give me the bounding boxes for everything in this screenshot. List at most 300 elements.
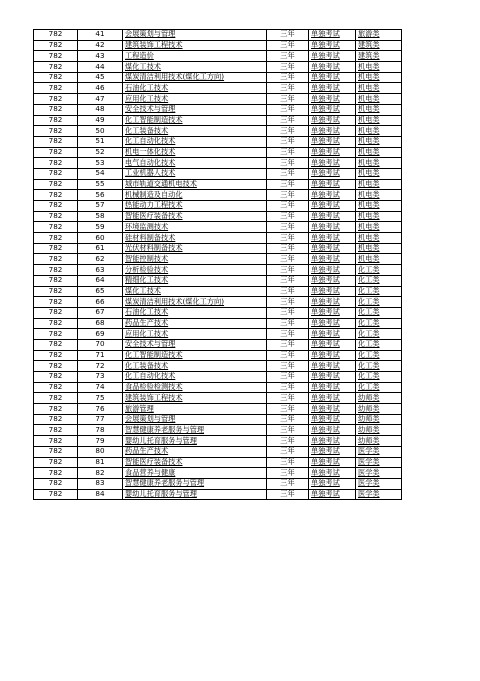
major-name-cell[interactable] xyxy=(123,222,267,233)
row-number-cell[interactable]: 69 xyxy=(78,329,123,340)
exam-type-cell[interactable] xyxy=(309,478,356,489)
row-number-cell[interactable]: 59 xyxy=(78,222,123,233)
duration-cell[interactable]: 三年 xyxy=(267,436,309,447)
table-row xyxy=(34,329,402,340)
row-number-cell[interactable]: 79 xyxy=(78,436,123,447)
major-name-cell[interactable] xyxy=(123,147,267,158)
major-name-cell[interactable] xyxy=(123,307,267,318)
duration-cell[interactable]: 三年 xyxy=(267,297,309,308)
major-name-cell[interactable] xyxy=(123,468,267,479)
major-name-cell-text: 化工装备技术 xyxy=(125,360,169,370)
school-code-cell[interactable]: 782 xyxy=(34,104,78,115)
row-number-cell[interactable]: 49 xyxy=(78,115,123,126)
major-name-cell-text: 建筑装饰工程技术 xyxy=(125,40,183,50)
category-cell[interactable] xyxy=(356,147,402,158)
row-number-cell[interactable]: 44 xyxy=(78,62,123,73)
school-code-cell[interactable]: 782 xyxy=(34,275,78,286)
table-row xyxy=(34,425,402,436)
major-name-cell[interactable] xyxy=(123,211,267,222)
exam-type-cell[interactable] xyxy=(309,339,356,350)
exam-type-cell[interactable] xyxy=(309,297,356,308)
exam-type-cell[interactable] xyxy=(309,254,356,265)
duration-cell[interactable]: 三年 xyxy=(267,201,309,212)
row-number-cell[interactable]: 76 xyxy=(78,404,123,415)
major-name-cell[interactable] xyxy=(123,158,267,169)
major-name-cell-text: 煤化工技术 xyxy=(125,286,161,295)
major-name-cell[interactable] xyxy=(123,104,267,115)
major-name-cell[interactable] xyxy=(123,382,267,393)
exam-type-cell-text: 单独考试 xyxy=(311,253,340,263)
category-cell[interactable] xyxy=(356,179,402,190)
exam-type-cell[interactable] xyxy=(309,233,356,244)
major-name-cell[interactable] xyxy=(123,478,267,489)
major-name-cell[interactable] xyxy=(123,393,267,404)
category-cell[interactable] xyxy=(356,446,402,457)
row-number-cell[interactable]: 80 xyxy=(78,446,123,457)
duration-cell[interactable]: 三年 xyxy=(267,158,309,169)
row-number-cell[interactable]: 67 xyxy=(78,307,123,318)
duration-cell[interactable]: 三年 xyxy=(267,489,309,500)
row-number-cell[interactable]: 47 xyxy=(78,94,123,105)
exam-type-cell[interactable] xyxy=(309,425,356,436)
exam-type-cell[interactable] xyxy=(309,446,356,457)
major-name-cell-text: 安全技术与管理 xyxy=(125,339,176,349)
major-name-cell[interactable] xyxy=(123,350,267,361)
duration-cell[interactable]: 三年 xyxy=(267,404,309,415)
row-number-cell[interactable]: 42 xyxy=(78,40,123,51)
category-cell[interactable] xyxy=(356,286,402,297)
duration-cell[interactable]: 三年 xyxy=(267,40,309,51)
major-name-cell[interactable] xyxy=(123,339,267,350)
duration-cell[interactable]: 三年 xyxy=(267,222,309,233)
row-number-cell[interactable]: 51 xyxy=(78,136,123,147)
row-number-cell[interactable]: 81 xyxy=(78,457,123,468)
major-name-cell-text: 化工自动化技术 xyxy=(125,371,176,381)
row-number-cell[interactable]: 65 xyxy=(78,286,123,297)
duration-cell[interactable]: 三年 xyxy=(267,136,309,147)
school-code-cell[interactable]: 782 xyxy=(34,254,78,265)
duration-cell[interactable]: 三年 xyxy=(267,275,309,286)
duration-cell[interactable]: 三年 xyxy=(267,468,309,479)
duration-cell[interactable]: 三年 xyxy=(267,478,309,489)
major-name-cell-text: 药品生产技术 xyxy=(125,318,169,328)
duration-cell[interactable]: 三年 xyxy=(267,254,309,265)
category-cell[interactable] xyxy=(356,318,402,329)
major-name-cell[interactable] xyxy=(123,30,267,41)
exam-type-cell[interactable] xyxy=(309,62,356,73)
school-code-cell[interactable]: 782 xyxy=(34,147,78,158)
duration-cell[interactable]: 三年 xyxy=(267,414,309,425)
exam-type-cell[interactable] xyxy=(309,436,356,447)
school-code-cell[interactable]: 782 xyxy=(34,222,78,233)
exam-type-cell[interactable] xyxy=(309,286,356,297)
duration-cell[interactable]: 三年 xyxy=(267,179,309,190)
school-code-cell[interactable]: 782 xyxy=(34,126,78,137)
school-code-cell[interactable]: 782 xyxy=(34,414,78,425)
major-name-cell[interactable] xyxy=(123,72,267,83)
school-code-cell[interactable]: 782 xyxy=(34,446,78,457)
exam-type-cell-text: 单独考试 xyxy=(311,446,340,456)
row-number-cell[interactable]: 58 xyxy=(78,211,123,222)
school-code-cell[interactable]: 782 xyxy=(34,94,78,105)
school-code-cell[interactable]: 782 xyxy=(34,30,78,41)
exam-type-cell[interactable] xyxy=(309,318,356,329)
duration-cell[interactable]: 三年 xyxy=(267,286,309,297)
exam-type-cell-text: 单独考试 xyxy=(311,296,340,306)
row-number-cell[interactable]: 41 xyxy=(78,30,123,41)
major-name-cell[interactable] xyxy=(123,265,267,276)
exam-type-cell[interactable] xyxy=(309,136,356,147)
major-name-cell[interactable] xyxy=(123,179,267,190)
category-cell[interactable] xyxy=(356,168,402,179)
row-number-cell[interactable]: 68 xyxy=(78,318,123,329)
exam-type-cell-text: 单独考试 xyxy=(311,275,340,285)
exam-type-cell[interactable] xyxy=(309,168,356,179)
exam-type-cell[interactable] xyxy=(309,265,356,276)
school-code-cell[interactable]: 782 xyxy=(34,62,78,73)
category-cell[interactable] xyxy=(356,104,402,115)
major-name-cell[interactable] xyxy=(123,51,267,62)
exam-type-cell[interactable] xyxy=(309,201,356,212)
major-name-cell[interactable] xyxy=(123,446,267,457)
school-code-cell[interactable]: 782 xyxy=(34,329,78,340)
school-code-cell[interactable]: 782 xyxy=(34,478,78,489)
row-number-cell[interactable]: 62 xyxy=(78,254,123,265)
category-cell[interactable] xyxy=(356,158,402,169)
major-name-cell[interactable] xyxy=(123,425,267,436)
row-number-cell[interactable]: 71 xyxy=(78,350,123,361)
category-cell[interactable] xyxy=(356,115,402,126)
school-code-cell[interactable]: 782 xyxy=(34,436,78,447)
category-cell[interactable] xyxy=(356,425,402,436)
category-cell[interactable] xyxy=(356,30,402,41)
table-row xyxy=(34,147,402,158)
major-name-cell-text: 环境监测技术 xyxy=(125,221,169,231)
row-number-cell[interactable]: 50 xyxy=(78,126,123,137)
school-code-cell[interactable]: 782 xyxy=(34,307,78,318)
duration-cell[interactable]: 三年 xyxy=(267,318,309,329)
category-cell[interactable] xyxy=(356,275,402,286)
exam-type-cell[interactable] xyxy=(309,147,356,158)
school-code-cell[interactable]: 782 xyxy=(34,40,78,51)
school-code-cell[interactable]: 782 xyxy=(34,361,78,372)
major-name-cell[interactable] xyxy=(123,83,267,94)
major-name-cell[interactable] xyxy=(123,286,267,297)
duration-cell[interactable]: 三年 xyxy=(267,30,309,41)
table-row xyxy=(34,158,402,169)
major-name-cell[interactable] xyxy=(123,404,267,415)
duration-cell[interactable]: 三年 xyxy=(267,94,309,105)
exam-type-cell[interactable] xyxy=(309,468,356,479)
exam-type-cell[interactable] xyxy=(309,243,356,254)
row-number-cell[interactable]: 77 xyxy=(78,414,123,425)
major-name-cell[interactable] xyxy=(123,40,267,51)
duration-cell[interactable]: 三年 xyxy=(267,339,309,350)
category-cell[interactable] xyxy=(356,307,402,318)
major-name-cell[interactable] xyxy=(123,254,267,265)
category-cell-text: 机电类 xyxy=(358,136,380,146)
school-code-cell[interactable]: 782 xyxy=(34,201,78,212)
row-number-cell[interactable]: 63 xyxy=(78,265,123,276)
row-number-cell[interactable]: 82 xyxy=(78,468,123,479)
school-code-cell[interactable]: 782 xyxy=(34,243,78,254)
duration-cell[interactable]: 三年 xyxy=(267,126,309,137)
school-code-cell[interactable]: 782 xyxy=(34,211,78,222)
category-cell[interactable] xyxy=(356,297,402,308)
duration-cell[interactable]: 三年 xyxy=(267,350,309,361)
major-name-cell[interactable] xyxy=(123,318,267,329)
row-number-cell[interactable]: 56 xyxy=(78,190,123,201)
table-row xyxy=(34,404,402,415)
major-name-cell[interactable] xyxy=(123,436,267,447)
duration-cell[interactable]: 三年 xyxy=(267,104,309,115)
school-code-cell[interactable]: 782 xyxy=(34,168,78,179)
table-row xyxy=(34,297,402,308)
category-cell-text: 幼师类 xyxy=(358,392,380,402)
exam-type-cell[interactable] xyxy=(309,83,356,94)
category-cell-text: 机电类 xyxy=(358,189,380,199)
category-cell[interactable] xyxy=(356,361,402,372)
school-code-cell[interactable]: 782 xyxy=(34,318,78,329)
duration-cell[interactable]: 三年 xyxy=(267,372,309,383)
major-name-cell[interactable] xyxy=(123,414,267,425)
major-name-cell[interactable] xyxy=(123,489,267,500)
duration-cell[interactable]: 三年 xyxy=(267,382,309,393)
school-code-cell[interactable]: 782 xyxy=(34,115,78,126)
exam-type-cell[interactable] xyxy=(309,382,356,393)
category-cell[interactable] xyxy=(356,201,402,212)
exam-type-cell[interactable] xyxy=(309,179,356,190)
duration-cell[interactable]: 三年 xyxy=(267,190,309,201)
duration-cell[interactable]: 三年 xyxy=(267,51,309,62)
school-code-cell[interactable]: 782 xyxy=(34,457,78,468)
row-number-cell[interactable]: 74 xyxy=(78,382,123,393)
exam-type-cell[interactable] xyxy=(309,404,356,415)
category-cell[interactable] xyxy=(356,265,402,276)
major-name-cell[interactable] xyxy=(123,243,267,254)
category-cell[interactable] xyxy=(356,72,402,83)
category-cell[interactable] xyxy=(356,254,402,265)
category-cell[interactable] xyxy=(356,222,402,233)
row-number-cell[interactable]: 70 xyxy=(78,339,123,350)
school-code-cell[interactable]: 782 xyxy=(34,372,78,383)
exam-type-cell[interactable] xyxy=(309,158,356,169)
school-code-cell[interactable]: 782 xyxy=(34,72,78,83)
row-number-cell[interactable]: 43 xyxy=(78,51,123,62)
category-cell[interactable] xyxy=(356,233,402,244)
category-cell-text: 旅游类 xyxy=(358,29,380,39)
major-name-cell[interactable] xyxy=(123,168,267,179)
duration-cell[interactable]: 三年 xyxy=(267,457,309,468)
category-cell-text: 化工类 xyxy=(358,371,380,381)
category-cell[interactable] xyxy=(356,243,402,254)
school-code-cell[interactable]: 782 xyxy=(34,339,78,350)
school-code-cell[interactable]: 782 xyxy=(34,83,78,94)
row-number-cell[interactable]: 72 xyxy=(78,361,123,372)
major-name-cell[interactable] xyxy=(123,190,267,201)
category-cell[interactable] xyxy=(356,404,402,415)
category-cell-text: 化工类 xyxy=(358,339,380,349)
row-number-cell[interactable]: 45 xyxy=(78,72,123,83)
category-cell[interactable] xyxy=(356,40,402,51)
category-cell[interactable] xyxy=(356,393,402,404)
category-cell[interactable] xyxy=(356,62,402,73)
category-cell[interactable] xyxy=(356,468,402,479)
major-name-cell-text: 石油化工技术 xyxy=(125,82,169,92)
row-number-cell[interactable]: 61 xyxy=(78,243,123,254)
exam-type-cell[interactable] xyxy=(309,393,356,404)
exam-type-cell[interactable] xyxy=(309,350,356,361)
row-number-cell[interactable]: 54 xyxy=(78,168,123,179)
category-cell[interactable] xyxy=(356,414,402,425)
table-row xyxy=(34,254,402,265)
duration-cell[interactable]: 三年 xyxy=(267,243,309,254)
duration-cell[interactable]: 三年 xyxy=(267,393,309,404)
category-cell[interactable] xyxy=(356,372,402,383)
school-code-cell[interactable]: 782 xyxy=(34,286,78,297)
school-code-cell[interactable]: 782 xyxy=(34,350,78,361)
school-code-cell[interactable]: 782 xyxy=(34,425,78,436)
table-row xyxy=(34,201,402,212)
exam-type-cell[interactable] xyxy=(309,126,356,137)
major-name-cell[interactable] xyxy=(123,136,267,147)
exam-type-cell[interactable] xyxy=(309,414,356,425)
major-name-cell-text: 旅游管理 xyxy=(125,403,154,413)
major-name-cell[interactable] xyxy=(123,361,267,372)
category-cell-text: 机电类 xyxy=(358,232,380,242)
category-cell[interactable] xyxy=(356,83,402,94)
school-code-cell[interactable]: 782 xyxy=(34,393,78,404)
major-name-cell[interactable] xyxy=(123,372,267,383)
category-cell[interactable] xyxy=(356,436,402,447)
exam-type-cell[interactable] xyxy=(309,94,356,105)
duration-cell[interactable]: 三年 xyxy=(267,425,309,436)
category-cell-text: 化工类 xyxy=(358,296,380,306)
row-number-cell[interactable]: 83 xyxy=(78,478,123,489)
duration-cell[interactable]: 三年 xyxy=(267,115,309,126)
exam-type-cell[interactable] xyxy=(309,307,356,318)
exam-type-cell[interactable] xyxy=(309,372,356,383)
duration-cell[interactable]: 三年 xyxy=(267,83,309,94)
exam-type-cell[interactable] xyxy=(309,489,356,500)
major-name-cell[interactable] xyxy=(123,329,267,340)
duration-cell[interactable]: 三年 xyxy=(267,361,309,372)
major-name-cell[interactable] xyxy=(123,62,267,73)
row-number-cell[interactable]: 48 xyxy=(78,104,123,115)
row-number-cell[interactable]: 57 xyxy=(78,201,123,212)
exam-type-cell[interactable] xyxy=(309,30,356,41)
category-cell[interactable] xyxy=(356,457,402,468)
row-number-cell[interactable]: 52 xyxy=(78,147,123,158)
row-number-cell[interactable]: 60 xyxy=(78,233,123,244)
exam-type-cell[interactable] xyxy=(309,457,356,468)
school-code-cell[interactable]: 782 xyxy=(34,468,78,479)
school-code-cell[interactable]: 782 xyxy=(34,489,78,500)
category-cell[interactable] xyxy=(356,94,402,105)
exam-type-cell[interactable] xyxy=(309,361,356,372)
row-number-cell[interactable]: 78 xyxy=(78,425,123,436)
exam-type-cell[interactable] xyxy=(309,115,356,126)
exam-type-cell[interactable] xyxy=(309,222,356,233)
school-code-cell[interactable]: 782 xyxy=(34,51,78,62)
row-number-cell[interactable]: 75 xyxy=(78,393,123,404)
exam-type-cell[interactable] xyxy=(309,72,356,83)
row-number-cell[interactable]: 55 xyxy=(78,179,123,190)
category-cell[interactable] xyxy=(356,339,402,350)
school-code-cell[interactable]: 782 xyxy=(34,404,78,415)
duration-cell[interactable]: 三年 xyxy=(267,168,309,179)
school-code-cell[interactable]: 782 xyxy=(34,297,78,308)
major-name-cell[interactable] xyxy=(123,126,267,137)
major-name-cell-text: 精细化工技术 xyxy=(125,275,169,285)
exam-type-cell-text: 单独考试 xyxy=(311,307,340,317)
major-name-cell[interactable] xyxy=(123,94,267,105)
category-cell[interactable] xyxy=(356,382,402,393)
category-cell[interactable] xyxy=(356,329,402,340)
school-code-cell[interactable]: 782 xyxy=(34,233,78,244)
exam-type-cell[interactable] xyxy=(309,190,356,201)
duration-cell[interactable]: 三年 xyxy=(267,147,309,158)
row-number-cell[interactable]: 64 xyxy=(78,275,123,286)
duration-cell[interactable]: 三年 xyxy=(267,233,309,244)
row-number-cell[interactable]: 53 xyxy=(78,158,123,169)
category-cell[interactable] xyxy=(356,190,402,201)
school-code-cell[interactable]: 782 xyxy=(34,190,78,201)
exam-type-cell[interactable] xyxy=(309,211,356,222)
major-name-cell[interactable] xyxy=(123,457,267,468)
category-cell[interactable] xyxy=(356,489,402,500)
duration-cell[interactable]: 三年 xyxy=(267,329,309,340)
table-row xyxy=(34,190,402,201)
row-number-cell[interactable]: 46 xyxy=(78,83,123,94)
category-cell[interactable] xyxy=(356,51,402,62)
duration-cell[interactable]: 三年 xyxy=(267,307,309,318)
duration-cell[interactable]: 三年 xyxy=(267,446,309,457)
category-cell[interactable] xyxy=(356,478,402,489)
row-number-cell[interactable]: 66 xyxy=(78,297,123,308)
duration-cell[interactable]: 三年 xyxy=(267,265,309,276)
major-name-cell[interactable] xyxy=(123,275,267,286)
category-cell[interactable] xyxy=(356,136,402,147)
school-code-cell[interactable]: 782 xyxy=(34,136,78,147)
exam-type-cell[interactable] xyxy=(309,51,356,62)
school-code-cell[interactable]: 782 xyxy=(34,179,78,190)
major-name-cell[interactable] xyxy=(123,297,267,308)
exam-type-cell-text: 单独考试 xyxy=(311,382,340,392)
exam-type-cell[interactable] xyxy=(309,329,356,340)
duration-cell[interactable]: 三年 xyxy=(267,72,309,83)
category-cell[interactable] xyxy=(356,350,402,361)
table-row xyxy=(34,275,402,286)
exam-type-cell[interactable] xyxy=(309,104,356,115)
school-code-cell[interactable]: 782 xyxy=(34,158,78,169)
duration-cell[interactable]: 三年 xyxy=(267,62,309,73)
category-cell[interactable] xyxy=(356,211,402,222)
category-cell[interactable] xyxy=(356,126,402,137)
school-code-cell[interactable]: 782 xyxy=(34,265,78,276)
major-name-cell[interactable] xyxy=(123,115,267,126)
row-number-cell[interactable]: 84 xyxy=(78,489,123,500)
major-name-cell[interactable] xyxy=(123,233,267,244)
category-cell-text: 化工类 xyxy=(358,275,380,285)
row-number-cell[interactable]: 73 xyxy=(78,372,123,383)
school-code-cell[interactable]: 782 xyxy=(34,382,78,393)
exam-type-cell[interactable] xyxy=(309,275,356,286)
major-name-cell[interactable] xyxy=(123,201,267,212)
exam-type-cell[interactable] xyxy=(309,40,356,51)
table-row xyxy=(34,478,402,489)
duration-cell[interactable]: 三年 xyxy=(267,211,309,222)
